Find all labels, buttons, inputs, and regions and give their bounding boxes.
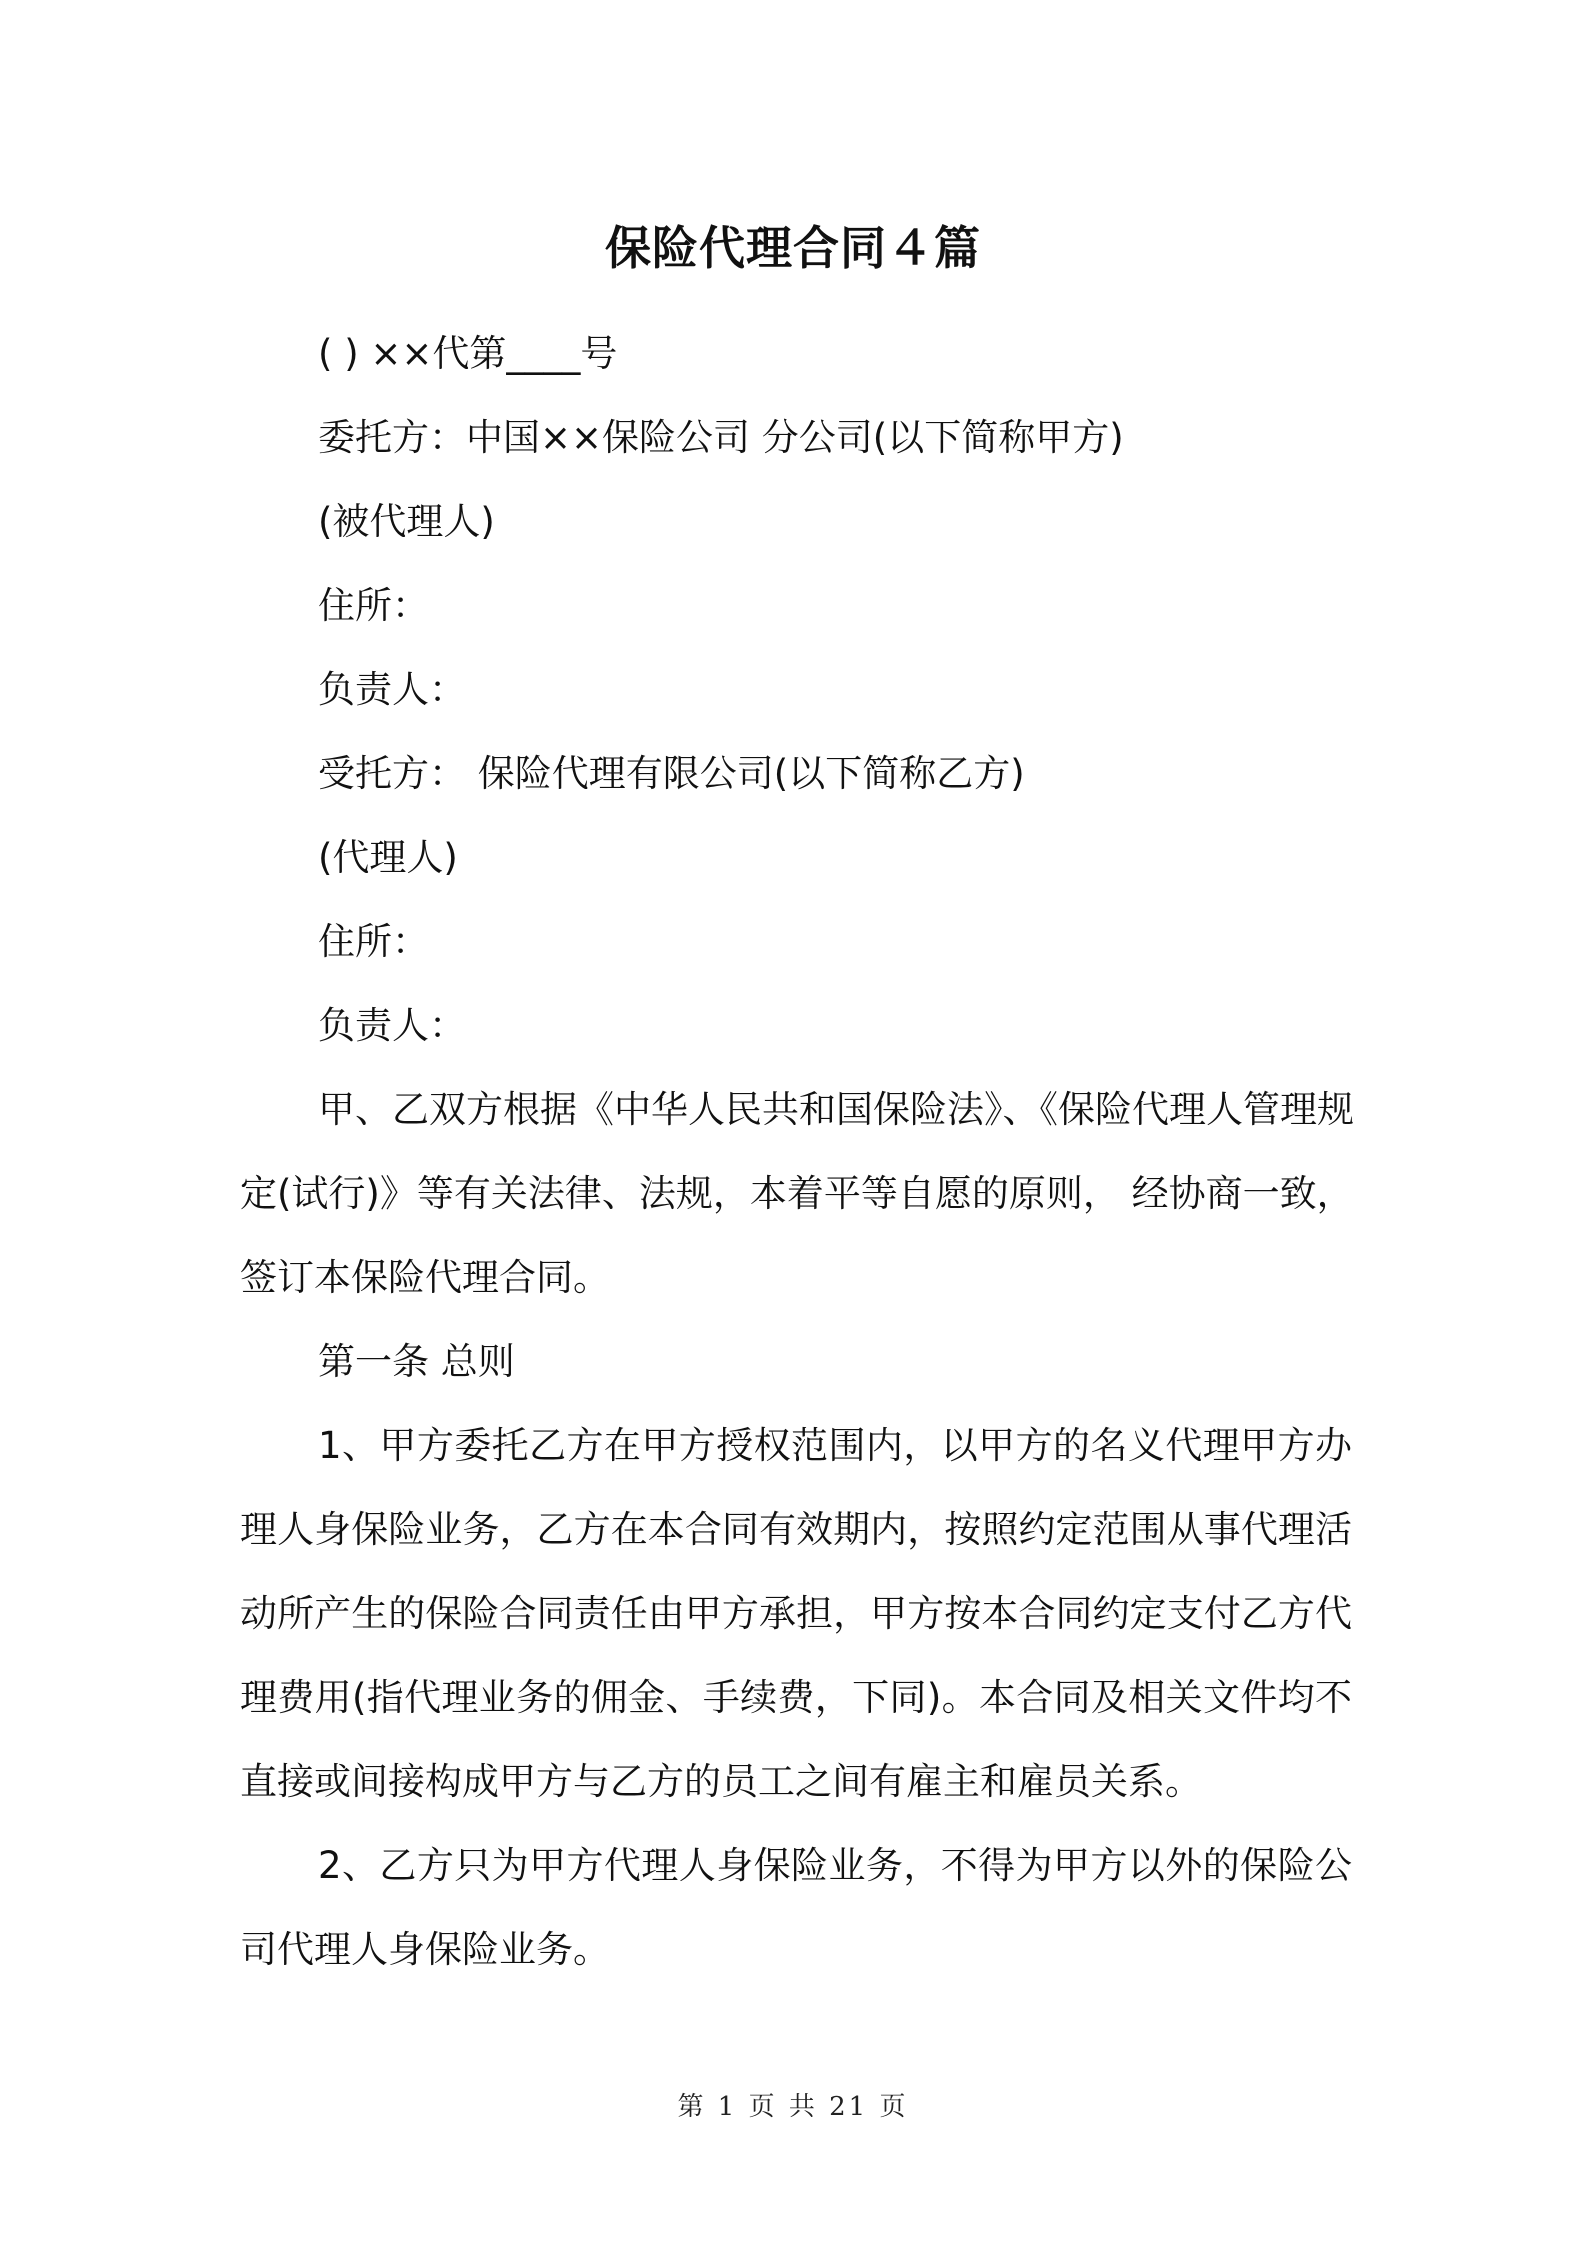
principal-head: 负责人： [318,668,466,711]
agent-address: 住所： [318,920,429,963]
contract-number: ( ) ××代第____号 [318,332,618,375]
clause1-line-5: 直接或间接构成甲方与乙方的员工之间有雇主和雇员关系。 [240,1760,1202,1803]
clause1-line-4: 理费用(指代理业务的佣金、手续费，下同)。本合同及相关文件均不 [240,1676,1352,1719]
principal-role: (被代理人) [318,500,495,543]
article-heading: 第一条 总则 [318,1340,515,1383]
clause1-line-3: 动所产生的保险合同责任由甲方承担，甲方按本合同约定支付乙方代 [240,1592,1352,1635]
clause2-line-1: 2、乙方只为甲方代理人身保险业务，不得为甲方以外的保险公 [318,1844,1352,1887]
agent-role: (代理人) [318,836,458,879]
agent-head: 负责人： [318,1004,466,1047]
principal-address: 住所： [318,584,429,627]
preamble-line-1: 甲、乙双方根据《中华人民共和国保险法》、《保险代理人管理规 [318,1088,1354,1131]
clause2-line-2: 司代理人身保险业务。 [240,1928,610,1971]
clause1-line-1: 1、甲方委托乙方在甲方授权范围内，以甲方的名义代理甲方办 [318,1424,1352,1467]
page-footer: 第 1 页 共 21 页 [677,2092,909,2122]
preamble-line-2: 定(试行)》等有关法律、法规，本着平等自愿的原则， 经协商一致， [240,1172,1354,1215]
document-title: 保险代理合同４篇 [605,221,981,275]
agent-line: 受托方： 保险代理有限公司(以下简称乙方) [318,752,1025,795]
principal-line: 委托方：中国××保险公司 分公司(以下简称甲方) [318,416,1124,459]
clause1-line-2: 理人身保险业务，乙方在本合同有效期内，按照约定范围从事代理活 [240,1508,1352,1551]
preamble-line-3: 签订本保险代理合同。 [240,1256,610,1299]
